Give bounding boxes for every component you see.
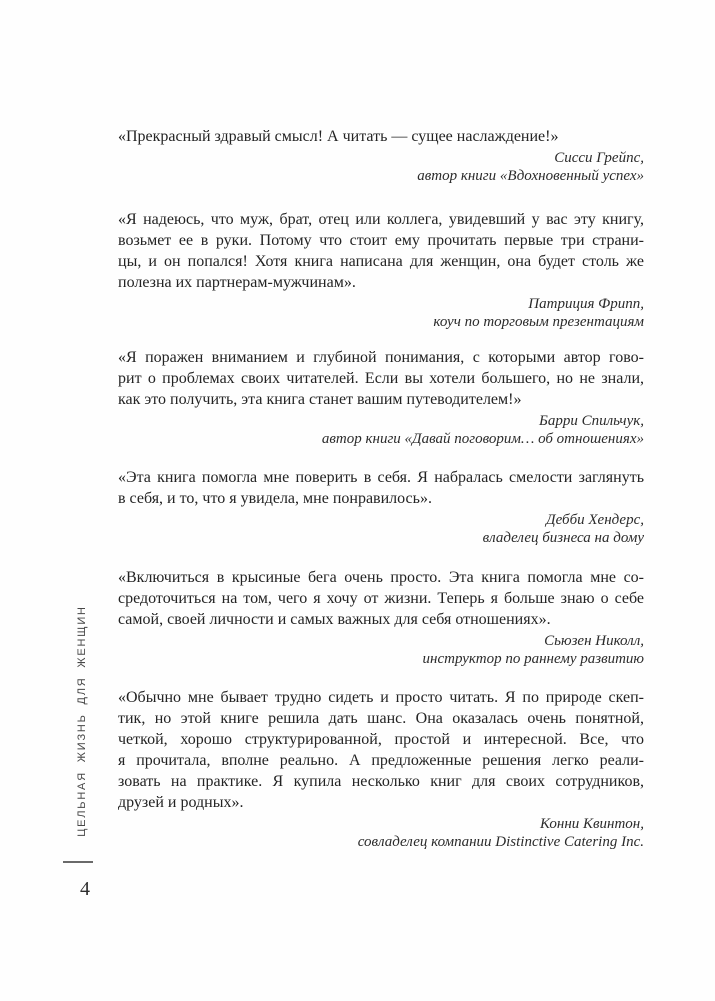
testimonial-block: [118, 687, 644, 851]
testimonial-block: [118, 567, 644, 668]
quote-line: «Включиться в крысиные бега очень просто. Эта книга помогла мне со-: [118, 569, 644, 586]
quote-line: я прочитала, вполне реально. А предложенные решения легко реали-: [118, 752, 644, 769]
testimonial-attribution: [118, 149, 644, 185]
testimonial-text: [118, 467, 644, 509]
attribution-line: автор книги «Давай поговорим… об отношениях»: [321, 431, 644, 447]
quote-line: зовать на практике. Я купила несколько книг для своих сотрудников,: [118, 773, 644, 790]
quote-line: возьмет ее в руки. Потому что стоит ему прочитать первые три страни-: [118, 232, 644, 249]
testimonial-text: [118, 209, 644, 293]
attribution-line: автор книги «Вдохновенный успех»: [417, 168, 644, 184]
quote-line: тик, но этой книге решила дать шанс. Она оказалась очень понятной,: [118, 710, 644, 727]
testimonial-text: [118, 347, 644, 410]
testimonial-block: [118, 126, 644, 185]
attribution-line: коуч по торговым презентациям: [433, 314, 644, 330]
quote-line: «Прекрасный здравый смысл! А читать — сущее наслаждение!»: [118, 128, 559, 145]
attribution-line: Патриция Фрипп,: [528, 296, 644, 312]
attribution-line: Дебби Хендерс,: [546, 512, 644, 528]
quote-line: средоточиться на том, чего я хочу от жизни. Теперь я больше знаю о себе: [118, 590, 644, 607]
quote-line: в себя, и то, что я увидела, мне понравилось».: [118, 490, 432, 507]
testimonial-attribution: [118, 815, 644, 851]
testimonial-text: [118, 126, 644, 147]
testimonial-text: [118, 687, 644, 813]
quote-line: четкой, хорошо структурированной, простой и интересной. Все, что: [118, 731, 644, 748]
quote-line: самой, своей личности и самых важных для себя отношениях».: [118, 611, 551, 628]
attribution-line: Конни Квинтон,: [540, 816, 644, 832]
spine-vertical-book-title: ЦЕЛЬНАЯ ЖИЗНЬ ДЛЯ ЖЕНЩИН: [76, 605, 88, 837]
testimonial-block: [118, 209, 644, 331]
attribution-line: Барри Спильчук,: [539, 413, 644, 429]
quote-line: друзей и родных».: [118, 794, 244, 811]
testimonial-text: [118, 567, 644, 630]
quote-line: полезна их партнерам-мужчинам».: [118, 274, 356, 291]
testimonial-block: [118, 467, 644, 547]
attribution-line: инструктор по раннему развитию: [422, 651, 644, 667]
testimonial-attribution: [118, 632, 644, 668]
quote-line: «Я надеюсь, что муж, брат, отец или коллега, увидевший у вас эту книгу,: [118, 211, 644, 228]
quote-line: «Эта книга помогла мне поверить в себя. Я набралась смелости заглянуть: [118, 469, 644, 486]
quote-line: «Обычно мне бывает трудно сидеть и просто читать. Я по природе скеп-: [118, 689, 644, 706]
testimonial-attribution: [118, 511, 644, 547]
quote-line: рит о проблемах своих читателей. Если вы хотели большего, но не знали,: [118, 370, 644, 387]
quote-line: «Я поражен вниманием и глубиной понимания, с которыми автор гово-: [118, 349, 644, 366]
testimonial-attribution: [118, 412, 644, 448]
quote-line: как это получить, эта книга станет вашим путеводителем!»: [118, 391, 522, 408]
quote-line: цы, и он попался! Хотя книга написана для женщин, она будет столь же: [118, 253, 644, 270]
page-number: 4: [80, 878, 90, 900]
testimonial-block: [118, 347, 644, 448]
attribution-line: совладелец компании Distinctive Catering Inc.: [357, 834, 644, 850]
page-number-divider: [63, 861, 93, 863]
attribution-line: владелец бизнеса на дому: [482, 530, 644, 546]
testimonial-attribution: [118, 295, 644, 331]
attribution-line: Сьюзен Николл,: [544, 633, 644, 649]
attribution-line: Сисси Грейпс,: [554, 150, 644, 166]
